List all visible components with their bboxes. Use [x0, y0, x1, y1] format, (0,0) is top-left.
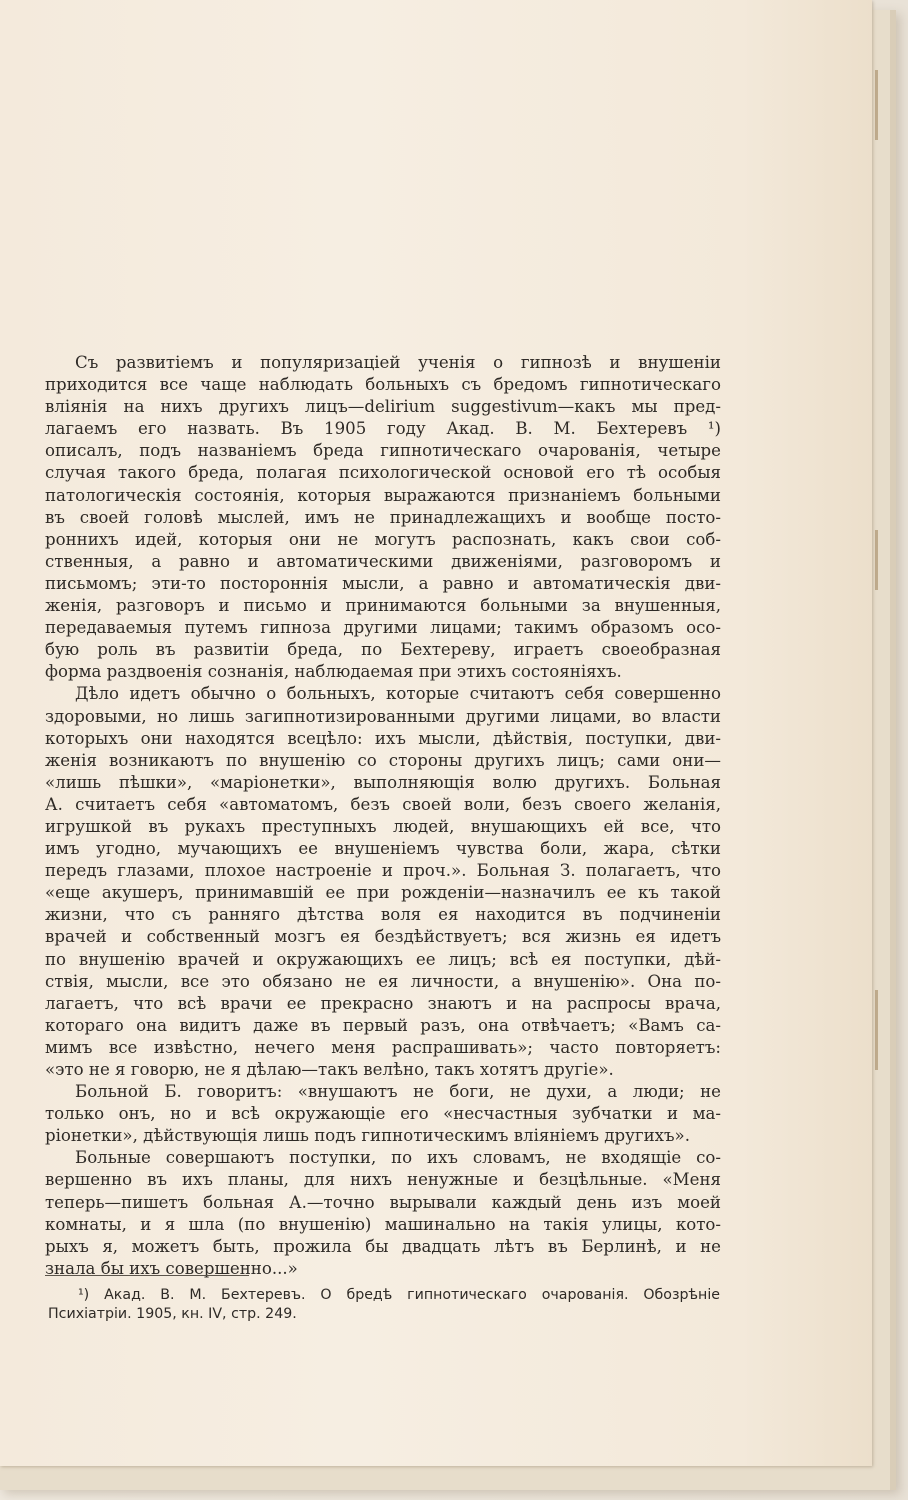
text-line: которыхъ они находятся всецѣло: ихъ мысли, дѣйствія, поступки, дви- [45, 728, 721, 748]
text-line: приходится все чаще наблюдать больныхъ съ бредомъ гипнотическаго [45, 375, 721, 395]
footnote-line: ¹) Акад. В. М. Бехтеревъ. О бредѣ гипнотическаго очарованія. Обозрѣніе [78, 1287, 720, 1303]
text-line: передаваемыя путемъ гипноза другими лицами; такимъ образомъ осо- [45, 618, 721, 638]
text-line: описалъ, подъ названіемъ бреда гипнотическаго очарованія, четыре [45, 441, 721, 461]
text-line: роннихъ идей, которыя они не могутъ распознать, какъ свои соб- [45, 529, 721, 549]
text-line: игрушкой въ рукахъ преступныхъ людей, внушающихъ ей все, что [45, 816, 721, 836]
text-line: вліянія на нихъ другихъ лицъ—delirium suggestivum—какъ мы пред- [45, 397, 721, 417]
text-line: рыхъ я, можетъ быть, прожила бы двадцать лѣтъ въ Берлинѣ, и не [45, 1236, 721, 1256]
body-text [45, 352, 721, 1280]
text-line: Съ развитіемъ и популяризаціей ученія о гипнозѣ и внушеніи [75, 353, 721, 372]
text-line: теперь—пишетъ больная А.—точно вырывали каждый день изъ моей [45, 1192, 721, 1212]
paragraph-1 [45, 352, 721, 683]
text-line: ствія, мысли, все это обязано не ея личности, а внушенію». Она по- [45, 971, 721, 991]
text-line: ственныя, а равно и автоматическими движеніями, разговоромъ и [45, 551, 721, 571]
text-line: комнаты, и я шла (по внушенію) машинально на такія улицы, кото- [45, 1214, 721, 1234]
text-line: «лишь пѣшки», «маріонетки», выполняющія волю другихъ. Больная [45, 772, 721, 792]
text-line: вершенно въ ихъ планы, для нихъ ненужные и безцѣльные. «Меня [45, 1170, 721, 1190]
footnote-divider [45, 1275, 249, 1276]
page-edge-wear [875, 530, 878, 590]
paragraph-3 [45, 1081, 721, 1147]
paragraph-2 [45, 683, 721, 1081]
text-line: женія возникаютъ по внушенію со стороны другихъ лицъ; сами они— [45, 750, 721, 770]
page-edge-wear [875, 70, 878, 140]
text-line: въ своей головѣ мыслей, имъ не принадлежащихъ и вообще посто- [45, 507, 721, 527]
text-line: Дѣло идетъ обычно о больныхъ, которые считаютъ себя совершенно [75, 684, 721, 704]
text-line: котораго она видитъ даже въ первый разъ, она отвѣчаетъ; «Вамъ са- [45, 1015, 721, 1035]
footnote-line: Психіатріи. 1905, кн. IV, стр. 249. [48, 1306, 297, 1322]
text-line: мимъ все извѣстно, нечего меня распрашивать»; часто повторяетъ: [45, 1037, 721, 1057]
text-line: только онъ, но и всѣ окружающіе его «несчастныя зубчатки и ма- [45, 1104, 721, 1124]
footnote [48, 1286, 720, 1324]
text-line: лагаемъ его назвать. Въ 1905 году Акад. В. М. Бехтеревъ ¹) [45, 419, 721, 439]
text-line: имъ угодно, мучающихъ ее внушеніемъ чувства боли, жара, сѣтки [45, 839, 721, 859]
text-line: «это не я говорю, не я дѣлаю—такъ велѣно, такъ хотятъ другіе». [45, 1060, 614, 1079]
text-line: случая такого бреда, полагая психологической основой его тѣ особыя [45, 463, 721, 483]
text-line: передъ глазами, плохое настроеніе и проч.». Больная З. полагаетъ, что [45, 861, 721, 881]
text-line: знала бы ихъ совершенно...» [45, 1258, 298, 1278]
text-line: ріонетки», дѣйствующія лишь подъ гипнотическимъ вліяніемъ другихъ». [45, 1126, 690, 1146]
text-line: А. считаетъ себя «автоматомъ, безъ своей воли, безъ своего желанія, [45, 794, 721, 814]
text-line: форма раздвоенія сознанія, наблюдаемая при этихъ состояніяхъ. [45, 662, 622, 682]
text-line: письмомъ; эти-то постороннія мысли, а равно и автоматическія дви- [45, 573, 721, 593]
paragraph-4 [45, 1147, 721, 1280]
text-line: лагаетъ, что всѣ врачи ее прекрасно знаютъ и на распросы врача, [45, 993, 721, 1013]
text-line: женія, разговоръ и письмо и принимаются больными за внушенныя, [45, 596, 721, 616]
text-line: здоровыми, но лишь загипнотизированными другими лицами, во власти [45, 706, 721, 726]
text-line: патологическія состоянія, которыя выражаются признаніемъ больными [45, 485, 721, 505]
text-line: Больной Б. говоритъ: «внушаютъ не боги, не духи, а люди; не [75, 1082, 721, 1102]
text-line: жизни, что съ ранняго дѣтства воля ея находится въ подчиненіи [45, 905, 721, 925]
text-line: Больные совершаютъ поступки, по ихъ словамъ, не входящіе со- [75, 1148, 721, 1168]
text-line: по внушенію врачей и окружающихъ ее лицъ; всѣ ея поступки, дѣй- [45, 949, 721, 969]
page-edge-wear [875, 990, 878, 1070]
text-line: бую роль въ развитіи бреда, по Бехтереву, играетъ своеобразная [45, 640, 721, 660]
text-line: врачей и собственный мозгъ ея бездѣйствуетъ; вся жизнь ея идетъ [45, 927, 721, 947]
text-line: «еще акушеръ, принимавшій ее при рожденіи—назначилъ ее къ такой [45, 883, 721, 903]
